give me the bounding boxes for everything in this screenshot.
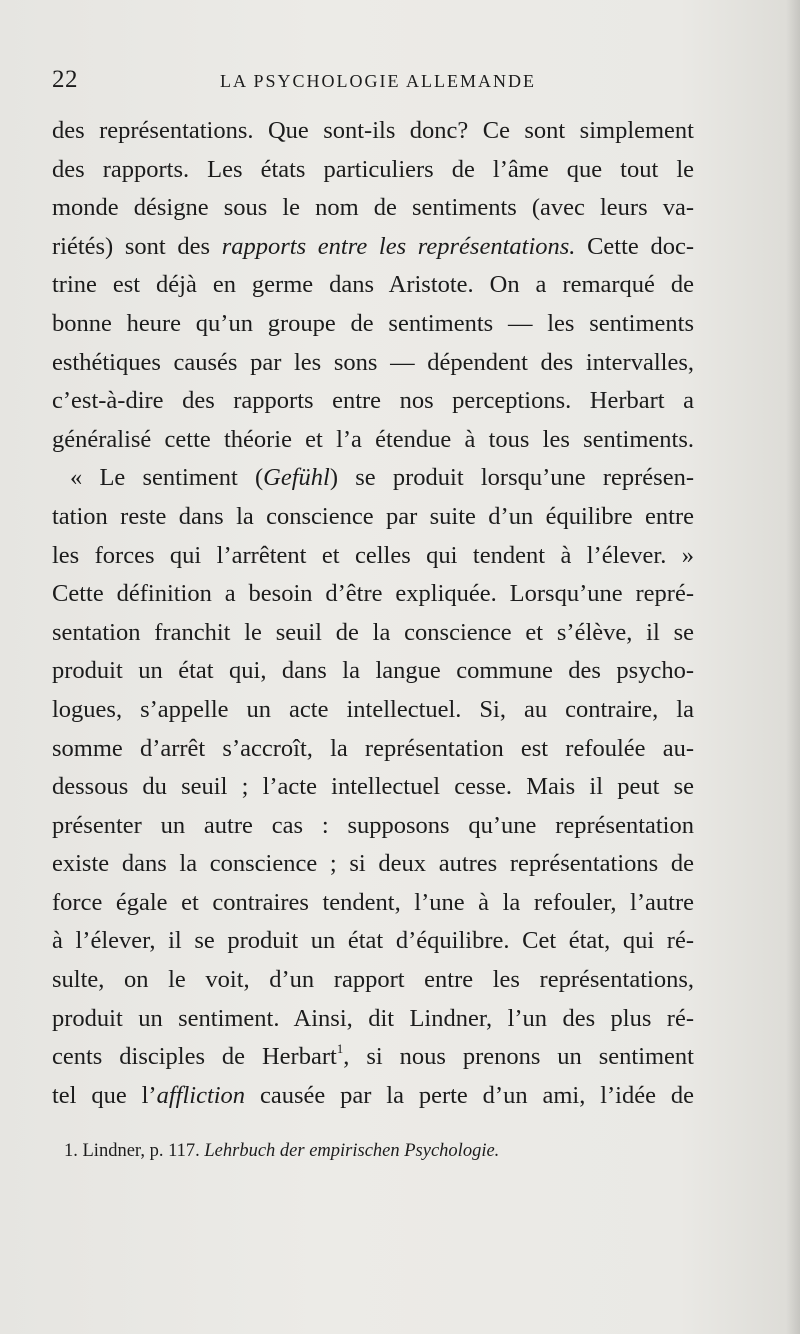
text-line: monde désigne sous le nom de sentiments (avec leurs va- bbox=[52, 194, 694, 222]
text-line: dessous du seuil ; l’acte intellectuel cesse. Mais il peut se bbox=[52, 773, 694, 801]
text-line: bonne heure qu’un groupe de sentiments — les sentiments bbox=[52, 309, 694, 337]
footnote-book-title: Lehrbuch der empirischen Psychologie. bbox=[204, 1141, 500, 1161]
body-text bbox=[52, 112, 694, 1115]
text-segment: Cette doc- bbox=[575, 232, 694, 260]
footnote-ref-marker: 1 bbox=[336, 1041, 344, 1057]
text-segment: riétés) sont des bbox=[52, 232, 222, 260]
text-line bbox=[52, 1077, 694, 1116]
text-line: des rapports. Les états particuliers de l’âme que tout le bbox=[52, 155, 694, 183]
italic-phrase: rapports entre les représentations. bbox=[221, 232, 576, 260]
text-segment: ) se produit lorsqu’une représen- bbox=[329, 464, 694, 492]
text-segment: causée par la perte d’un ami, l’idée de bbox=[245, 1081, 694, 1109]
text-line: force égale et contraires tendent, l’une à la refouler, l’autre bbox=[52, 888, 694, 916]
italic-phrase: affliction bbox=[156, 1081, 246, 1109]
footnote bbox=[64, 1141, 499, 1162]
text-line: existe dans la conscience ; si deux autres représentations de bbox=[52, 850, 694, 878]
text-line: somme d’arrêt s’accroît, la représentation est refoulée au- bbox=[52, 734, 694, 762]
text-line: généralisé cette théorie et l’a étendue à tous les sentiments. bbox=[52, 425, 694, 453]
text-line: les forces qui l’arrêtent et celles qui tendent à l’élever. » bbox=[52, 541, 694, 569]
text-segment: tel que l’ bbox=[52, 1081, 157, 1109]
footnote-marker: 1. bbox=[64, 1141, 78, 1161]
text-line bbox=[52, 228, 694, 267]
running-head bbox=[52, 66, 692, 102]
text-line: produit un état qui, dans la langue commune des psycho- bbox=[52, 657, 694, 685]
text-segment: cents disciples de Herbart bbox=[52, 1043, 337, 1071]
text-line: des représentations. Que sont-ils donc? Ce sont simplement bbox=[52, 117, 694, 144]
text-line: à l’élever, il se produit un état d’équilibre. Cet état, qui ré- bbox=[52, 927, 694, 955]
text-line: Cette définition a besoin d’être expliquée. Lorsqu’une repré- bbox=[52, 580, 694, 608]
page-gutter-shadow bbox=[786, 0, 800, 1334]
text-line: logues, s’appelle un acte intellectuel. Si, au contraire, la bbox=[52, 695, 694, 723]
footnote-reference: Lindner, p. 117. bbox=[82, 1141, 200, 1161]
running-title: LA PSYCHOLOGIE ALLEMANDE bbox=[220, 71, 536, 91]
text-segment: , si nous prenons un sentiment bbox=[343, 1043, 694, 1071]
text-line bbox=[52, 1038, 694, 1077]
text-line: produit un sentiment. Ainsi, dit Lindner, l’un des plus ré- bbox=[52, 1004, 694, 1032]
text-line: sulte, on le voit, d’un rapport entre les représentations, bbox=[52, 966, 694, 994]
italic-phrase: Gefühl bbox=[263, 464, 330, 492]
page-number: 22 bbox=[52, 66, 78, 93]
text-line: tation reste dans la conscience par suite d’un équilibre entre bbox=[52, 502, 694, 530]
text-line: sentation franchit le seuil de la conscience et s’élève, il se bbox=[52, 618, 694, 646]
text-line: c’est-à-dire des rapports entre nos perceptions. Herbart a bbox=[52, 387, 694, 415]
text-line: esthétiques causés par les sons — dépendent des intervalles, bbox=[52, 348, 694, 376]
text-line: présenter un autre cas : supposons qu’une représentation bbox=[52, 811, 694, 839]
text-line bbox=[52, 459, 694, 498]
text-line: trine est déjà en germe dans Aristote. On a remarqué de bbox=[52, 271, 694, 299]
text-segment: « Le sentiment ( bbox=[70, 464, 264, 492]
